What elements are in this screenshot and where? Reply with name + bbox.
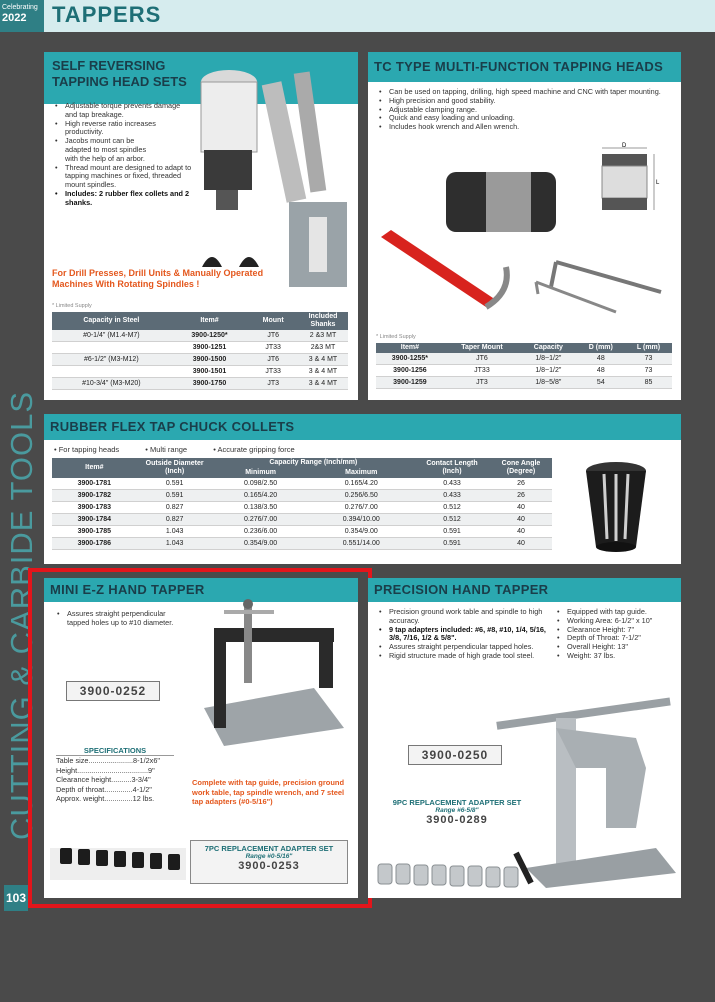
col-l: L (mm) xyxy=(625,343,672,353)
cell: #0-1/4" (M1.4-M7) xyxy=(52,330,171,342)
cell: JT3 xyxy=(248,378,298,390)
col-item: Item# xyxy=(171,312,249,330)
adapter-set-range: Range #6-5/8" xyxy=(435,807,479,814)
cell: 0.165/4.20 xyxy=(213,490,309,502)
tc-type-title: TC TYPE MULTI-FUNCTION TAPPING HEADS xyxy=(368,52,681,82)
cell: 0.236/6.00 xyxy=(213,526,309,538)
table-header-row xyxy=(52,458,552,468)
cell: 3900-1786 xyxy=(52,538,137,550)
cell: 0.512 xyxy=(414,514,490,526)
tc-type-features xyxy=(376,88,682,132)
feature-item: • Precision ground work table and spindle to high accuracy. xyxy=(386,608,546,626)
cell: 0.276/7.00 xyxy=(309,502,414,514)
limited-supply-note: * Limited Supply xyxy=(52,303,92,309)
adapter-set-code: 3900-0289 xyxy=(426,814,488,826)
table-row xyxy=(52,502,552,514)
cell: 3900-1259 xyxy=(376,377,444,389)
cell: 3 & 4 MT xyxy=(298,366,348,378)
col-capacity: Capacity xyxy=(520,343,577,353)
self-reversing-title xyxy=(52,58,187,90)
table-row xyxy=(52,526,552,538)
cell: 2&3 MT xyxy=(298,342,348,354)
self-reversing-features xyxy=(52,102,194,208)
col-max: Maximum xyxy=(309,468,414,478)
table-header-row xyxy=(52,312,348,330)
feature-item: • Equipped with tap guide. xyxy=(564,608,686,617)
feature-item: • Multi range xyxy=(145,445,188,454)
mini-ez-item-code: 3900-0252 xyxy=(66,681,160,701)
feature-item: • Rigid structure made of high grade tool steel. xyxy=(386,652,546,661)
feature-item: • For tapping heads xyxy=(54,445,120,454)
specs-heading: SPECIFICATIONS xyxy=(56,746,174,756)
col-od: Outside Diameter (Inch) xyxy=(137,458,213,478)
table-header-row xyxy=(376,343,672,353)
tapping-head-image xyxy=(184,52,354,287)
cell: 0.591 xyxy=(137,490,213,502)
cell: JT6 xyxy=(444,353,520,365)
cell: 0.827 xyxy=(137,514,213,526)
cell xyxy=(52,342,171,354)
cell: 40 xyxy=(490,502,552,514)
cell: 3900-1250* xyxy=(171,330,249,342)
feature-item: • Quick and easy loading and unloading. xyxy=(386,114,682,123)
precision-title: PRECISION HAND TAPPER xyxy=(368,578,681,602)
tc-type-table xyxy=(376,343,672,389)
cell: #6-1/2" (M3-M12) xyxy=(52,354,171,366)
cell: 3900-1782 xyxy=(52,490,137,502)
cell: 0.827 xyxy=(137,502,213,514)
table-row xyxy=(52,478,552,490)
col-contact: Contact Length (Inch) xyxy=(414,458,490,478)
cell: 73 xyxy=(625,353,672,365)
precision-features-left xyxy=(376,608,546,661)
table-row xyxy=(52,330,348,342)
feature-item: • Accurate gripping force xyxy=(213,445,295,454)
diagram-label-d: D xyxy=(622,143,627,149)
rubber-collets-title: RUBBER FLEX TAP CHUCK COLLETS xyxy=(44,414,681,440)
col-min: Minimum xyxy=(213,468,309,478)
cell: 73 xyxy=(625,365,672,377)
col-item: Item# xyxy=(376,343,444,353)
adapter-set-code: 3900-0253 xyxy=(238,860,300,872)
feature-item: • Overall Height: 13" xyxy=(564,643,686,652)
cell: JT3 xyxy=(444,377,520,389)
table-row xyxy=(52,342,348,354)
feature-item: • Assures straight perpendicular tapped holes. xyxy=(386,643,546,652)
cell: 0.138/3.50 xyxy=(213,502,309,514)
cell: 0.433 xyxy=(414,490,490,502)
page-number: 103 xyxy=(4,885,28,911)
cell: 1/8~1/2" xyxy=(520,365,577,377)
col-item: Item# xyxy=(52,458,137,478)
self-reversing-title-line2: TAPPING HEAD SETS xyxy=(52,74,187,89)
cell: 40 xyxy=(490,514,552,526)
feature-item: • Weight: 37 lbs. xyxy=(564,652,686,661)
cell: 85 xyxy=(625,377,672,389)
table-row xyxy=(376,353,672,365)
rubber-collets-panel xyxy=(44,414,681,564)
adapter-set-range: Range #0-5/16" xyxy=(245,853,293,860)
self-reversing-title-line1: SELF REVERSING xyxy=(52,58,166,73)
col-taper: Taper Mount xyxy=(444,343,520,353)
cell: 0.512 xyxy=(414,502,490,514)
adapter-set-title: 9PC REPLACEMENT ADAPTER SET xyxy=(392,798,522,807)
feature-item: • 9 tap adapters included: #6, #8, #10, 1/4, 5/16, 3/8, 7/16, 1/2 & 5/8". xyxy=(386,626,546,644)
spec-line: Table size......................8-1/2x6" xyxy=(56,756,160,765)
feature-item: • Clearance Height: 7" xyxy=(564,626,686,635)
feature-item: • Thread mount are designed to adapt to tapping machines or fixed, threaded mount spindles. xyxy=(62,164,194,190)
cell: 0.256/6.50 xyxy=(309,490,414,502)
rubber-collet-image xyxy=(574,459,659,554)
cell: 3900-1784 xyxy=(52,514,137,526)
feature-item: • Assures straight perpendicular tapped holes up to #10 diameter. xyxy=(64,610,174,628)
precision-item-code: 3900-0250 xyxy=(408,745,502,765)
cell: 0.551/14.00 xyxy=(309,538,414,550)
cell: 1/8~1/2" xyxy=(520,353,577,365)
cell: 0.276/7.00 xyxy=(213,514,309,526)
page-title: TAPPERS xyxy=(52,2,162,27)
col-d: D (mm) xyxy=(577,343,625,353)
cell: 0.354/9.00 xyxy=(213,538,309,550)
precision-panel xyxy=(368,578,681,898)
cell: JT33 xyxy=(248,342,298,354)
cell: 3900-1255* xyxy=(376,353,444,365)
col-shanks: Included Shanks xyxy=(298,312,348,330)
table-row xyxy=(52,366,348,378)
precision-adapter-set xyxy=(374,798,540,826)
table-row xyxy=(52,378,348,390)
cell: JT6 xyxy=(248,354,298,366)
feature-item: • Depth of Throat: 7-1/2" xyxy=(564,634,686,643)
cell: 3900-1251 xyxy=(171,342,249,354)
feature-item: • Adjustable clamping range. xyxy=(386,106,682,115)
feature-item: • High precision and good stability. xyxy=(386,97,682,106)
feature-item: • Jacobs mount can be adapted to most spindles with the help of an arbor. xyxy=(62,137,147,163)
cell: 1.043 xyxy=(137,526,213,538)
cell: 54 xyxy=(577,377,625,389)
mini-ez-promo: Complete with tap guide, precision ground work table, tap spindle wrench, and 7 steel tap adapters (#0-5/16") xyxy=(192,778,345,806)
sidebar-category-text: CUTTING & CARBIDE TOOLS xyxy=(4,390,39,840)
self-reversing-panel xyxy=(44,52,358,400)
cell: #10-3/4" (M3-M20) xyxy=(52,378,171,390)
table-row xyxy=(52,354,348,366)
cell: 0.591 xyxy=(137,478,213,490)
spec-line: Clearance height..........3-3/4" xyxy=(56,775,151,784)
cell: 3 & 4 MT xyxy=(298,378,348,390)
adapter-set-title: 7PC REPLACEMENT ADAPTER SET xyxy=(204,844,334,853)
cell: 0.394/10.00 xyxy=(309,514,414,526)
self-reversing-promo: For Drill Presses, Drill Units & Manually Operated Machines With Rotating Spindles ! xyxy=(52,268,264,289)
cell: 40 xyxy=(490,526,552,538)
cell: 0.591 xyxy=(414,538,490,550)
diagram-label-l: L xyxy=(656,180,660,186)
rubber-collets-table xyxy=(52,458,552,550)
col-capacity: Capacity in Steel xyxy=(52,312,171,330)
cell: JT6 xyxy=(248,330,298,342)
feature-item: • Includes: 2 rubber flex collets and 2 shanks. xyxy=(62,190,194,208)
table-row xyxy=(376,377,672,389)
highlight-box xyxy=(28,568,372,908)
table-row xyxy=(52,538,552,550)
cell: 26 xyxy=(490,490,552,502)
cell: 26 xyxy=(490,478,552,490)
spec-line: Depth of throat..............4-1/2" xyxy=(56,784,152,794)
cell xyxy=(52,366,171,378)
feature-item: • Adjustable torque prevents damage and tap breakage. xyxy=(62,102,194,120)
table-row xyxy=(52,490,552,502)
rubber-collets-features xyxy=(54,445,295,454)
cell: 3900-1785 xyxy=(52,526,137,538)
cell: 1.043 xyxy=(137,538,213,550)
col-capacity: Capacity Range (Inch/mm) xyxy=(213,458,414,468)
table-row xyxy=(52,514,552,526)
cell: 0.591 xyxy=(414,526,490,538)
tc-type-panel xyxy=(368,52,681,400)
cell: 40 xyxy=(490,538,552,550)
cell: 0.354/9.00 xyxy=(309,526,414,538)
feature-item: • Working Area: 6-1/2" x 10" xyxy=(564,617,686,626)
cell: 3900-1500 xyxy=(171,354,249,366)
cell: 3 & 4 MT xyxy=(298,354,348,366)
feature-item: • Includes hook wrench and Allen wrench. xyxy=(386,123,682,132)
limited-supply-note: * Limited Supply xyxy=(376,334,416,340)
spec-line: Approx. weight..............12 lbs. xyxy=(56,794,155,803)
cell: 48 xyxy=(577,365,625,377)
anniversary-badge xyxy=(0,0,44,32)
col-mount: Mount xyxy=(248,312,298,330)
spec-line: Height...................................9" xyxy=(56,765,155,775)
col-cone: Cone Angle (Degree) xyxy=(490,458,552,478)
cell: 3900-1501 xyxy=(171,366,249,378)
feature-item: • High reverse ratio increases productivity. xyxy=(62,120,194,138)
precision-features-right xyxy=(554,608,686,661)
cell: 3900-1256 xyxy=(376,365,444,377)
cell: 3900-1781 xyxy=(52,478,137,490)
cell: 0.433 xyxy=(414,478,490,490)
badge-year: 2022 xyxy=(2,12,27,24)
cell: JT33 xyxy=(248,366,298,378)
cell: JT33 xyxy=(444,365,520,377)
cell: 48 xyxy=(577,353,625,365)
table-row xyxy=(376,365,672,377)
cell: 3900-1783 xyxy=(52,502,137,514)
precision-adapter-image xyxy=(374,856,534,892)
feature-item: • Can be used on tapping, drilling, high speed machine and CNC with taper mounting. xyxy=(386,88,682,97)
tc-tapping-head-image xyxy=(376,162,676,327)
mini-ez-title: MINI E-Z HAND TAPPER xyxy=(44,578,358,602)
cell: 3900-1750 xyxy=(171,378,249,390)
cell: 0.165/4.20 xyxy=(309,478,414,490)
self-reversing-table xyxy=(52,312,348,390)
cell: 0.098/2.50 xyxy=(213,478,309,490)
cell: 1/8~5/8" xyxy=(520,377,577,389)
cell: 2 &3 MT xyxy=(298,330,348,342)
badge-top-text: Celebrating xyxy=(2,4,38,11)
